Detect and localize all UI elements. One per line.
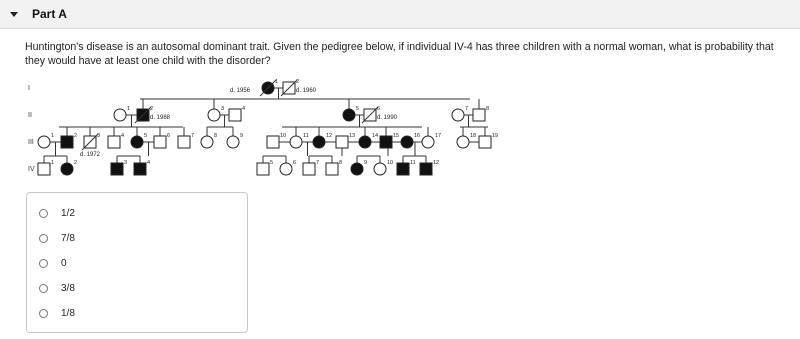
individual-3-2 [61,136,73,148]
answer-choices [26,192,248,333]
individual-number: 13 [349,133,356,139]
individual-number: 4 [242,106,246,112]
radio-button[interactable] [39,259,48,268]
individual-number: 18 [470,133,477,139]
choice-label: 3/8 [61,283,75,294]
individual-3-8 [201,136,213,148]
individual-4-3 [111,163,123,175]
individual-2-3 [208,109,220,121]
individual-number: 1 [51,133,55,139]
choice-label: 1/2 [61,208,75,219]
individual-number: 6 [293,160,297,166]
individual-number: 5 [270,160,274,166]
choice-option-1[interactable] [39,208,75,219]
individual-number: 3 [221,106,225,112]
choice-option-5[interactable] [39,308,75,319]
individual-number: 12 [433,160,440,166]
death-note: d. 1990 [377,115,398,121]
radio-button[interactable] [39,284,48,293]
individual-number: 2 [150,106,154,112]
individual-number: 8 [486,106,490,112]
part-title: Part A [32,7,67,21]
individual-number: 5 [144,133,148,139]
individual-3-5 [131,136,143,148]
individual-4-12 [420,163,432,175]
individual-number: 7 [191,133,195,139]
individual-number: 8 [339,160,343,166]
individual-4-9 [351,163,363,175]
individual-3-7 [178,136,190,148]
individual-3-6 [154,136,166,148]
individual-2-8 [473,109,485,121]
individual-3-16 [401,136,413,148]
individual-3-14 [359,136,371,148]
radio-button[interactable] [39,234,48,243]
individual-number: 16 [414,133,421,139]
individual-number: 3 [124,160,128,166]
individual-number: 12 [326,133,333,139]
individual-number: 17 [435,133,442,139]
individual-number: 14 [372,133,379,139]
individual-3-9 [227,136,239,148]
individual-3-10 [267,136,279,148]
individual-number: 7 [316,160,320,166]
individual-number: 1 [127,106,131,112]
generation-label-3: III [28,139,34,146]
individual-number: 1 [275,79,279,85]
individual-3-15 [380,136,392,148]
individual-number: 10 [387,160,394,166]
individual-4-2 [61,163,73,175]
individual-number: 10 [280,133,287,139]
individual-3-18 [457,136,469,148]
individual-number: 8 [214,133,218,139]
individual-number: 9 [364,160,368,166]
individual-number: 2 [296,79,300,85]
radio-button[interactable] [39,309,48,318]
individual-3-11 [290,136,302,148]
choice-option-4[interactable] [39,283,75,294]
individual-number: 6 [167,133,171,139]
individual-4-5 [257,163,269,175]
individual-3-19 [479,136,491,148]
generation-label-1: I [28,85,30,92]
individual-3-12 [313,136,325,148]
individual-2-1 [114,109,126,121]
radio-button[interactable] [39,209,48,218]
individual-4-11 [397,163,409,175]
individual-4-6 [280,163,292,175]
individual-number: 9 [240,133,244,139]
individual-number: 2 [74,160,78,166]
individual-number: 11 [303,133,309,139]
individual-2-7 [452,109,464,121]
individual-number: 19 [492,133,499,139]
individual-number: 6 [377,106,381,112]
generation-label-2: II [28,112,32,119]
individual-3-17 [422,136,434,148]
individual-number: 3 [97,133,101,139]
choice-label: 0 [61,258,67,269]
individual-number: 7 [465,106,469,112]
individual-4-1 [38,163,50,175]
individual-4-4 [134,163,146,175]
death-note: d. 1960 [296,88,317,94]
death-note: d. 1956 [230,88,251,94]
individual-4-7 [303,163,315,175]
individual-2-4 [229,109,241,121]
individual-3-13 [336,136,348,148]
individual-number: 15 [393,133,400,139]
individual-2-5 [343,109,355,121]
individual-number: 2 [74,133,78,139]
death-note: d. 1972 [80,152,101,158]
choice-label: 7/8 [61,233,75,244]
individual-number: 1 [51,160,55,166]
individual-3-4 [108,136,120,148]
individual-number: 4 [121,133,125,139]
individual-4-10 [374,163,386,175]
death-note: d. 1988 [150,115,171,121]
choice-label: 1/8 [61,308,75,319]
generation-label-4: IV [28,166,35,173]
question-text: Huntington's disease is an autosomal dominant trait. Given the pedigree below, if individual IV-4 has three children with a normal woman, what is probability that they would have at least one child with the disorder? [25,41,774,67]
choice-option-2[interactable] [39,233,75,244]
individual-number: 11 [410,160,416,166]
individual-number: 5 [356,106,360,112]
individual-3-1 [38,136,50,148]
choice-option-3[interactable] [39,258,67,269]
individual-4-8 [326,163,338,175]
individual-number: 4 [147,160,151,166]
